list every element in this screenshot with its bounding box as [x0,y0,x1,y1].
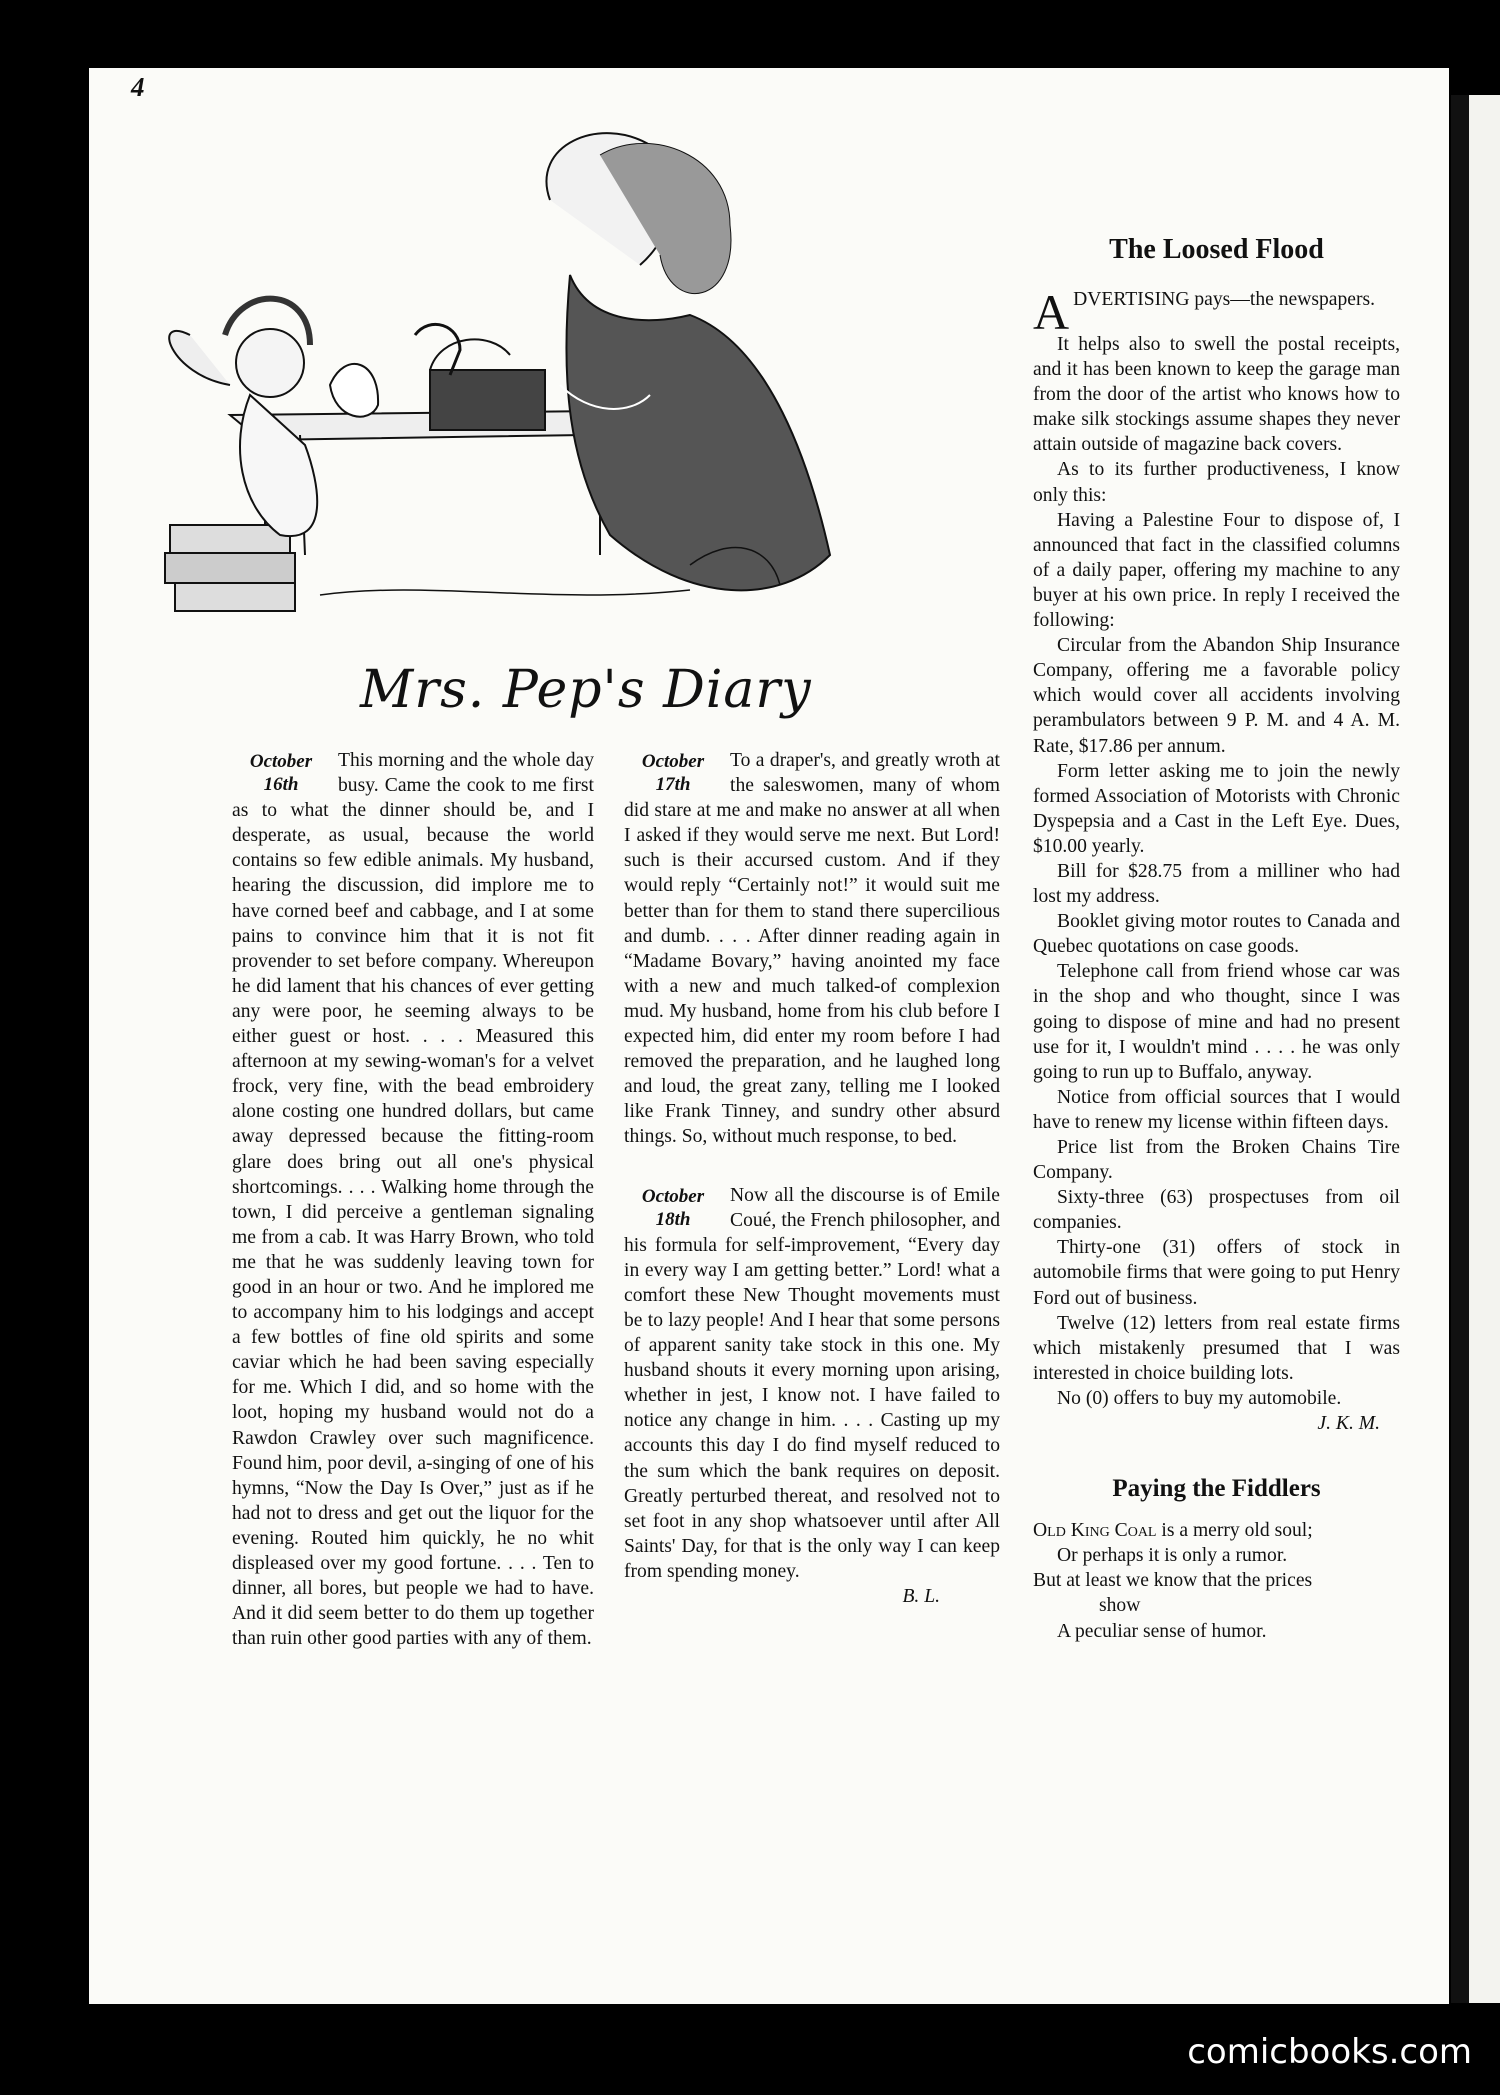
diary-entry-oct-16 [232,748,594,1651]
loosed-flood-paragraph: No (0) offers to buy my automobile. [1057,1387,1342,1409]
loosed-flood-paragraph: Telephone call from friend whose car was in the shop and who thought, since I was going to dispose of mine and had no present use for it, I wouldn't mind . . . . he was only going to run up to Buffalo, anyway. [1033,961,1400,1083]
loosed-flood-paragraph: Price list from the Broken Chains Tire Company. [1033,1137,1400,1184]
loosed-flood-paragraph: Thirty-one (31) offers of stock in automobile firms that were going to put Henry Ford out of business. [1033,1237,1400,1309]
entry-date: October 17th [641,751,705,795]
diary-column-2 [624,748,1000,1609]
fiddlers-poem: Old King Coal is a merry old soul; Or perhaps it is only a rumor. But at least we know that the prices show A peculiar sense of humor. [1033,1520,1313,1642]
entry-date: October 18th [641,1185,705,1230]
loosed-flood-paragraph: It helps also to swell the postal receipts, and it has been known to keep the garage man from the door of the artist who knows how to make silk stockings assume shapes they never attain outside of magazine back covers. [1033,334,1400,456]
entry-date: October 16th [249,751,313,795]
loosed-flood-paragraph: Booklet giving motor routes to Canada and Quebec quotations on case goods. [1033,911,1400,958]
loosed-flood-paragraph: Twelve (12) letters from real estate firms which mistakenly presumed that I was interested in choice building lots. [1033,1312,1400,1384]
drop-cap: A [1033,284,1070,340]
entry-text: Now all the discourse is of Emile Coué, the French philosopher, and his formula for self-improvement, “Every day in every way I am getting better.” Lord! what a comfort these New Thought movements must be to lazy people! And I hear that some persons of apparent sanity take stock in this one. My husband shouts it every morning upon arising, whether in jest, I know not. I have failed to notice any change in him. . . . Casting up my accounts this day I do find myself reduced to the sum which the bank requires on deposit. Greatly perturbed thereat, and resolved not to set foot in any shop whatsoever until after All Saints' Day, for that is the only way I can keep from spending money. [624,1184,1000,1582]
loosed-flood-paragraph: Sixty-three (63) prospectuses from oil companies. [1033,1187,1400,1234]
loosed-flood-paragraph: Circular from the Abandon Ship Insurance Company, offering me a favorable policy which would cover all accidents involving perambulators between 9 P. M. and 4 A. M. Rate, $17.86 per annum. [1033,635,1400,757]
diary-title: Mrs. Pep's Diary [360,660,812,720]
diary-signature: B. L. [902,1586,940,1607]
diary-entry-oct-17 [624,748,1000,1150]
sidebar-column [1033,233,1400,1644]
next-page-edge [1451,95,1500,2003]
loosed-flood-paragraph: As to its further productiveness, I know only this: [1033,459,1400,506]
loosed-flood-opening: ADVERTISING pays—the newspapers. [1033,284,1376,340]
loosed-flood-paragraph: Bill for $28.75 from a milliner who had lost my address. [1033,860,1400,908]
diary-entry-oct-18 [624,1183,1000,1585]
entry-text: This morning and the whole day busy. Came the cook to me first as to what the dinner should be, and I desperate, as usual, because the world contains so few edible animals. My husband, hearing the discussion, did implore me to have corned beef and cabbage, and I at some pains to convince him that it is not fit provender to set before company. Whereupon he did lament that his chances of ever getting any were poor, he seeming always to be either guest or host. . . . Measured this afternoon at my sewing-woman's for a velvet frock, very fine, with the bead embroidery alone costing one hundred dollars, but came away depressed because the fitting-room glare does bring out all one's physical shortcomings. . . . Walking home through the town, I did perceive a gentleman signaling me from a cab. It was Harry Brown, who told me that he was suddenly leaving town for good in an hour or two. And he implored me to accompany him to his lodgings and accept a few bottles of fine old spirits and some caviar which he had been saving especially for me. Which I did, and so home with the loot, hoping my husband would not do a Rawdon Crawley over such magnificence. Found him, poor devil, a-singing of one of his hymns, “Now the Day Is Over,” just as if he had not to dress and get out the liquor for the evening. Routed him quickly, he no whit displeased over my good fortune. . . . Ten to dinner, all bores, but people we had to have. And it did seem better to do them up together than ruin other good parties with any of them. [232,750,594,1650]
typewriter-illustration [130,85,940,645]
loosed-flood-paragraph: Notice from official sources that I would have to renew my license within fifteen days. [1033,1086,1400,1133]
loosed-flood-title: The Loosed Flood [1109,234,1324,265]
entry-text: To a draper's, and greatly wroth at the saleswomen, many of whom did stare at me and make no answer at all when I asked if they would serve me next. But Lord! such is their accursed custom. And if they would reply “Certainly not!” it would suit me better than for them to stand there supercilious and dumb. . . . After dinner reading again in “Madame Bovary,” having anointed my face with a new and much talked-of complexion mud. My husband, home from his club before I expected him, did enter my room before I had removed the preparation, and he laughed long and loud, the great zany, telling me I looked like Frank Tinney, and sundry other absurd things. So, without much response, to bed. [624,750,1000,1148]
site-watermark: comicbooks.com [1187,2032,1472,2072]
loosed-flood-signature: J. K. M. [1317,1413,1380,1435]
loosed-flood-paragraph: Form letter asking me to join the newly formed Association of Motorists with Chronic Dyspepsia and a Cast in the Left Eye. Dues, $10.00 yearly. [1033,760,1400,857]
page-number: 4 [131,72,145,102]
diary-column-1 [232,748,594,1651]
loosed-flood-paragraph: Having a Palestine Four to dispose of, I announced that fact in the classified columns of a daily paper, offering my machine to any buyer at his own price. In reply I received the following: [1033,509,1400,632]
fiddlers-title: Paying the Fiddlers [1112,1475,1321,1503]
